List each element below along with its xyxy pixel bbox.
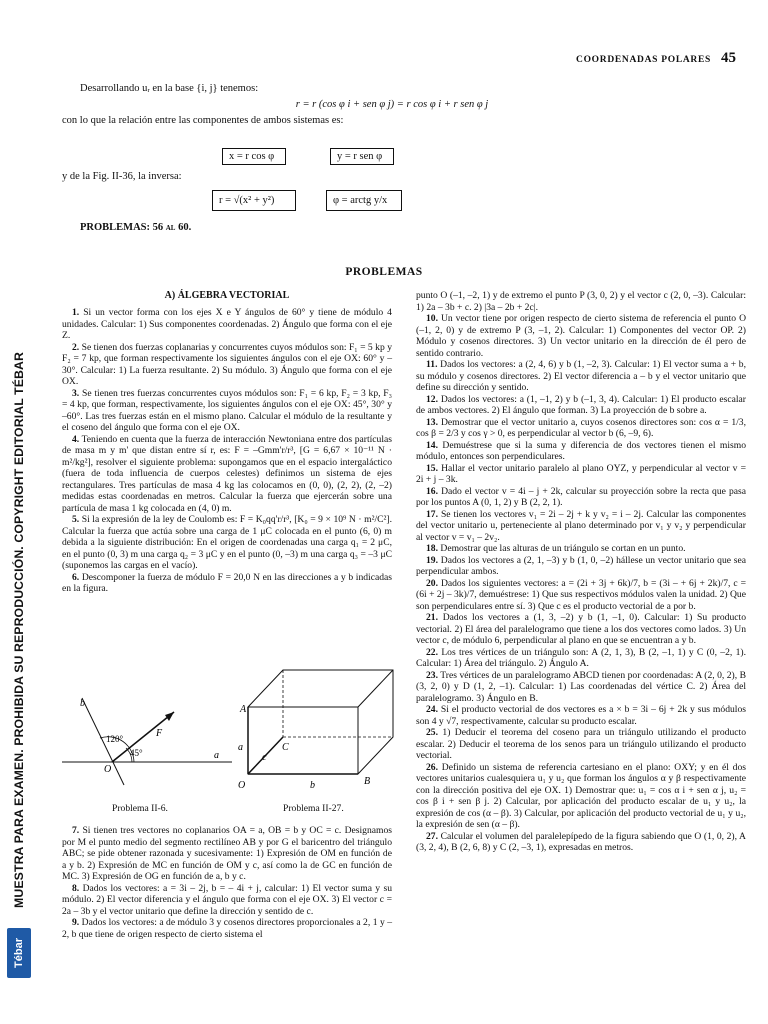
formula-box-x: x = r cos φ [222,148,286,165]
problem-20: 20. Dados los siguientes vectores: a = (2i + 3j + 6k)/7, b = (3i – + 6j + 2k)/7, c = (6i + 2j – 3k)/7, demuéstrese: 1) Que sus respectivos módulos valen la unidad. 2) Que son perpendiculares entre sí. 3) Que c es el producto vectorial de a por b. [416,577,746,612]
section-heading: A) ÁLGEBRA VECTORIAL [164,290,290,301]
intro-line-1: Desarrollando uᵣ en la base {i, j} tenemos: [80,83,259,94]
page-number: 45 [721,50,736,66]
problem-22: 22. Los tres vértices de un triángulo son: A (2, 1, 3), B (2, –1, 1) y C (0, –2, 1). Calcular: 1) Área del triángulo. 2) Ángulo A. [416,646,746,669]
problem-27: 27. Calcular el volumen del paralelepípedo de la figura sabiendo que O (1, 0, 2), A (3, 2, 4), B (2, 6, 8) y C (2, –3, 1), expresadas en metros. [416,830,746,853]
problem-18: 18. Demostrar que las alturas de un triángulo se cortan en un punto. [426,543,686,554]
problem-21: 21. Dados los vectores a (1, 3, –2) y b (1, –1, 0). Calcular: 1) Su producto vectorial. 2) El área del paralelogramo que tiene a los dos vectores como lados. 3) Un vector c, de módulo 6, perpendicular al plano en que se encuentran a y b. [416,612,746,646]
problem-23: 23. Tres vértices de un paralelogramo ABCD tienen por coordenadas: A (2, 0, 2), B (3, 2, 0) y D (1, 2, –1). Calcular: 1) Las coordenadas del vértice C. 2) Área del paralelogramo. 3) Ángulo en B. [416,669,746,704]
label-A: A [240,704,247,715]
problem-2: 2. Se tienen dos fuerzas coplanarias y concurrentes cuyos módulos son: F₁ = 5 kp y F₂ = 7 kp, que forman respectivamente los siguientes ángulos con el eje OX: 60° y –30°. Calcular: 1) La fuerza resultante. 2) Su módulo. 3) Ángulo que forma con el eje OX. [62,341,392,387]
label-b: b [80,698,85,709]
problem-19: 19. Dados los vectores a (2, 1, –3) y b (1, 0, –2) hállese un vector unitario que sea perpendicular ambos. [416,554,747,577]
label-C: C [282,742,289,753]
problem-6: 6. Descomponer la fuerza de módulo F = 20,0 N en las direcciones a y b indicadas en la figura. [62,571,393,594]
problem-5: 5. Si la expresión de la ley de Coulomb es: F = K₀qq'r/r³, [K₀ = 9 × 10⁹ N · m²/C²]. Calcular la fuerza que actúa sobre una carga de 1 μC colocada en el punto (6, 0) m debida a la siguiente distribución: En el origen de coordenadas una carga q₁ = 2 μC, en el punto (0, 3) m una carga q₂ = 3 μC y en el punto (0, –3) m una carga q₃ = –3 μC (suponemos las cargas en el vacío). [62,514,393,571]
figure-ii-6 [62,690,232,800]
label-F: F [156,728,163,739]
label-angle-45: 45° [130,748,143,758]
problem-1: 1. Si un vector forma con los ejes X e Y ángulos de 60° y tiene de módulo 4 unidades. Calcular: 1) Sus componentes coordenadas. 2) Ángulo que forma con el eje Z. [62,307,392,341]
left-column-top [62,307,392,595]
problem-11: 11. Dados los vectores: a (2, 4, 6) y b (1, –2, 3). Calcular: 1) El vector suma a + b, su módulo y cosenos directores. 2) El vector diferencia a – b y el vector unitario que define su dirección y sentido. [416,359,747,393]
label-O: O [104,764,112,775]
publisher-logo [7,928,31,978]
figure-ii-27-caption: Problema II-27. [283,803,344,814]
intro-equation: r = r (cos φ i + sen φ j) = r cos φ i + r sen φ j [295,99,489,110]
problems-reference: PROBLEMAS: 56 al 60. [80,222,192,233]
problem-16: 16. Dado el vector v = 4i – j + 2k, calcular su proyección sobre la recta que pasa por los puntos A (0, 1, 2) y B (2, 2, 1). [416,485,746,508]
edge-top-right [358,670,393,707]
formula-row-2 [212,190,402,211]
problem-10: 10. Un vector tiene por origen respecto de cierto sistema de referencia el punto O (–1, 2, 0) y de extremo P (3, –1, 2). Calcular: 1) Componentes del vector OP. 2) Módulo y cosenos directores. 3) Un vector unitario en la dirección de él pero de sentido contrario. [416,313,747,359]
problem-26: 26. Definido un sistema de referencia cartesiano en el plano: OXY; y en él dos vectores unitarios cualesquiera u₁ y u₂ que forman los ángulos α y β respectivamente con la dirección positiva del eje OX. 1) Demostrar que: u₁ = cos α i + sen α j, u₂ = cos β i + sen β j. 2) Calcular, por aplicación del producto escalar de u₁ y u₂, la expresión de cos (α – β). 3) Calcular, por aplicación del producto vectorial de u₁ y u₂, la expresión de sen (α – β). [416,761,746,830]
intro-text [62,82,722,128]
logo-text: Tébar [13,938,25,968]
formula-box-r: r = √(x² + y²) [212,190,296,211]
problem-7: 7. Si tienen tres vectores no coplanarios OA = a, OB = b y OC = c. Designamos por M el punto medio del segmento rectilíneo AB y por G el baricentro del triángulo ABC; se pide obtener razonada y sucesivamente: 1) Expresión de OM en función de a y b. 2) Expresión de MC en función de OM y c, así como la de GC en función de MC. 3) Expresión de OG en función de a, b y c. [62,825,392,882]
problems-title: PROBLEMAS [345,266,423,278]
problem-25: 25. 1) Deducir el teorema del coseno para un triángulo utilizando el producto escalar. 2) Deducir el teorema de los senos para un triángulo utilizando el producto vectorial. [416,727,746,761]
label-a: a [214,750,219,761]
label-vec-a: a [238,742,243,753]
label-B: B [364,776,371,787]
problem-12: 12. Dados los vectores: a (1, –1, 2) y b (–1, 3, 4). Calcular: 1) El producto escalar de ambos vectores. 2) El ángulo que forman. 3) La proyección de b sobre a. [416,393,746,416]
formula-row-1 [222,148,394,165]
section-title: COORDENADAS POLARES [576,55,711,65]
formula-box-y: y = r sen φ [330,148,394,165]
label-vec-b: b [310,780,315,791]
intro-line-2: con lo que la relación entre las componentes de ambos sistemas es: [62,115,344,126]
side-banner [6,330,32,970]
problem-17: 17. Se tienen los vectores v₁ = 2i – 2j + k y v₂ = i – 2j. Calcular las componentes del vector unitario u, perteneciente al plano determinado por v₁ y v₂ y perpendicular al vector v = v₁ – 2v₂. [416,508,746,543]
problem-9-continued: punto O (–1, –2, 1) y de extremo el punto P (3, 0, 2) y el vector c (2, 0, –3). Calcular: 1) 2a – 3b + c. 2) |3a – 2b + 2c|. [416,290,746,313]
problem-3: 3. Se tienen tres fuerzas concurrentes cuyos módulos son: F₁ = 6 kp, F₂ = 3 kp, F₃ = 4 kp, que forman, respectivamente, los siguientes ángulos con el eje OX: 45°, 30° y –60°. Las tres fuerzas están en el mismo plano. Calcular el módulo de la resultante y el coseno del ángulo que forma con el eje OX. [62,387,392,433]
intro-line-3: y de la Fig. II-36, la inversa: [62,171,182,182]
running-header [576,50,736,67]
figure-ii-27 [228,662,403,802]
problem-14: 14. Demuéstrese que si la suma y diferencia de dos vectores tienen el mismo módulo, entonces son perpendiculares. [416,439,746,462]
label-O2: O [238,780,246,791]
label-angle-120: 120° [106,734,124,744]
formula-box-phi: φ = arctg y/x [326,190,402,211]
force-arrowhead [165,712,174,721]
problem-15: 15. Hallar el vector unitario paralelo al plano OYZ, y perpendicular al vector v = 2i + j – 3k. [416,462,746,485]
problem-4: 4. Teniendo en cuenta que la fuerza de interacción Newtoniana entre dos partículas de masa m y m' que distan entre sí r, es: F = –Gmm'r/r³, [G = 6,67 × 10⁻¹¹ N · m²/kg²], resolver el siguiente problema: supongamos que en el espacio intergaláctico (fuera de toda influencia de cuerpos celestes) definimos un sistema de ejes rectangulares. Tres partículas de masa 4 kg las colocamos en (0, 0), (2, 2), (2, –2) medidas estas coordenadas en metros. Calcular la fuerza que ejercerán sobre una partícula de masa 1 kg colocada en (4, 0) m. [62,433,392,514]
problem-13: 13. Demostrar que el vector unitario a, cuyos cosenos directores son: cos α = 1/3, cos β = 2/3 y cos γ > 0, es perpendicular al vector b (6, –9, 6). [416,416,747,439]
figure-ii-6-caption: Problema II-6. [112,803,168,814]
problem-8: 8. Dados los vectores: a = 3i – 2j, b = – 4i + j, calcular: 1) El vector suma y su módulo. 2) El vector diferencia y el ángulo que forma con el eje OX. 3) El vector c = 2a – 3b y el vector unitario que define la dirección y sentido de c. [62,882,393,917]
problem-9: 9. Dados los vectores: a de módulo 3 y cosenos directores proporcionales a 2, 1 y –2, b que tiene de origen respecto de cierto sistema el [62,917,392,940]
left-column-bottom [62,825,392,940]
label-vec-c: c [262,752,267,763]
right-column [416,290,746,854]
parallelepiped-outline [248,670,393,774]
copyright-banner: MUESTRA PARA EXAMEN. PROHIBIDA SU REPRODUCCIÓN. COPYRIGHT EDITORIAL TÉBAR [12,352,26,908]
problem-24: 24. Si el producto vectorial de dos vectores es a × b = 3i – 6j + 2k y sus módulos son 4 y √7, respectivamente, calcular su producto escalar. [416,704,746,727]
